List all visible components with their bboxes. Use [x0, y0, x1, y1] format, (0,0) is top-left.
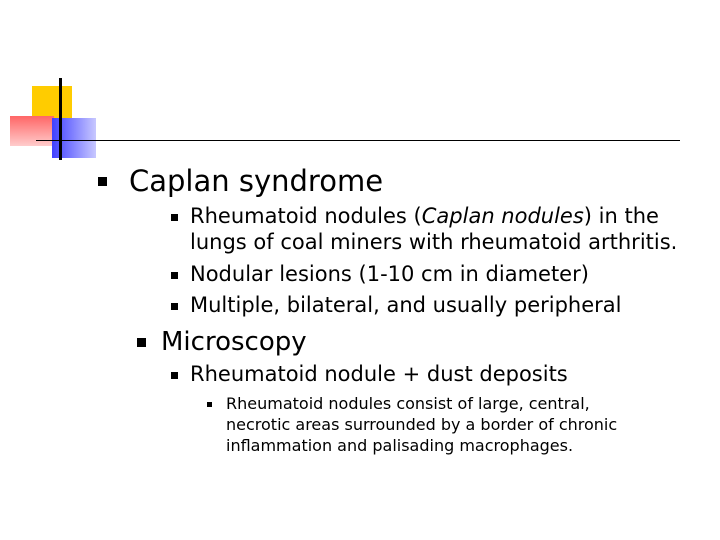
- decor-vertical-line: [59, 78, 62, 160]
- heading-caplan-syndrome: Caplan syndrome: [129, 164, 384, 198]
- title-divider-line: [36, 140, 680, 141]
- bullet-marker: [171, 303, 178, 310]
- detail-text: Nodular lesions (1-10 cm in diameter): [190, 262, 589, 286]
- microscopy-subitem: [207, 393, 617, 456]
- bullet-marker: [171, 214, 178, 221]
- bullet-marker: [98, 177, 107, 186]
- detail-item-2: [171, 261, 589, 287]
- detail-item-3: [171, 292, 621, 318]
- detail-text: Multiple, bilateral, and usually peripheral: [190, 293, 622, 317]
- bullet-caplan-syndrome: [98, 164, 383, 198]
- heading-microscopy: Microscopy: [161, 327, 307, 357]
- bullet-marker: [207, 402, 212, 407]
- decor-red-square: [10, 116, 54, 146]
- microscopy-item-text: Rheumatoid nodule + dust deposits: [190, 362, 568, 386]
- microscopy-item: [171, 361, 568, 387]
- bullet-microscopy: [137, 325, 307, 359]
- bullet-marker: [171, 272, 178, 279]
- caplan-nodules-term: Caplan nodules: [421, 204, 584, 228]
- detail-text: Rheumatoid nodules (Caplan nodules) in the lungs of coal miners with rheumatoid arthritis.: [190, 204, 678, 254]
- microscopy-subitem-text: Rheumatoid nodules consist of large, central, necrotic areas surrounded by a border of chronic inflammation and palisading macrophages.: [226, 394, 618, 455]
- detail-item-1: [171, 203, 677, 255]
- bullet-marker: [171, 372, 178, 379]
- bullet-marker: [137, 338, 146, 347]
